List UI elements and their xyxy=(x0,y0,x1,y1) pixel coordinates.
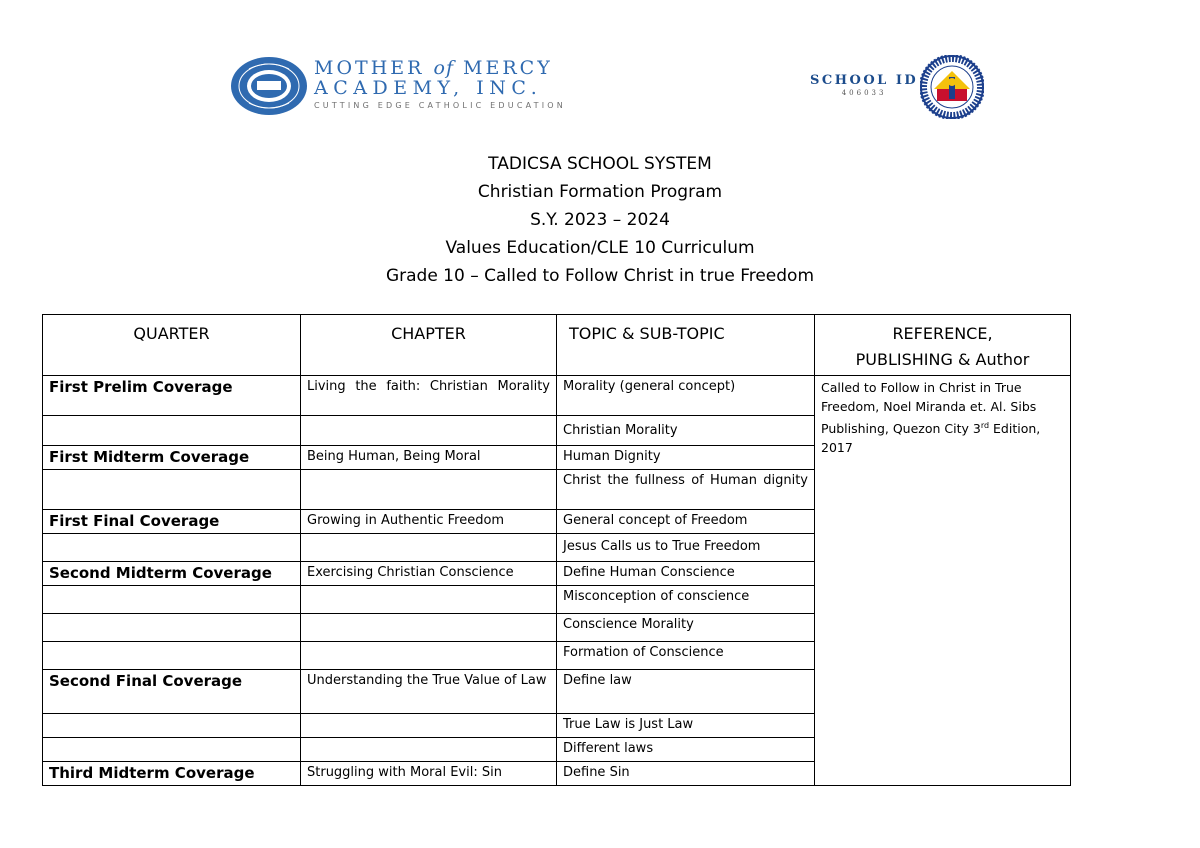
topic-cell: Christ the fullness of Human dignity xyxy=(557,470,815,510)
topic-cell: Morality (general concept) xyxy=(557,376,815,416)
topic-cell: Misconception of conscience xyxy=(557,586,815,614)
topic-cell: Formation of Conscience xyxy=(557,642,815,670)
chapter-cell xyxy=(301,714,557,738)
quarter-cell xyxy=(43,470,301,510)
reference-cell: Called to Follow in Christ in True Freedom, Noel Miranda et. Al. Sibs Publishing, Quezon City 3rd Edition, 2017 xyxy=(815,376,1071,786)
topic-cell: Define Sin xyxy=(557,762,815,786)
heading-line-2: Christian Formation Program xyxy=(477,182,723,202)
chapter-cell xyxy=(301,470,557,510)
chapter-cell: Understanding the True Value of Law xyxy=(301,670,557,714)
heading-line-5: Grade 10 – Called to Follow Christ in true Freedom xyxy=(385,266,815,286)
org-wordmark xyxy=(314,58,566,110)
topic-cell: True Law is Just Law xyxy=(557,714,815,738)
quarter-cell xyxy=(43,534,301,562)
document-heading xyxy=(0,150,1200,290)
org-name-line1: MOTHER of MERCY xyxy=(314,57,553,79)
chapter-cell xyxy=(301,642,557,670)
quarter-cell xyxy=(43,416,301,446)
header-topic: TOPIC & SUB-TOPIC xyxy=(557,315,815,376)
table-row xyxy=(43,376,1071,416)
school-id xyxy=(810,73,918,97)
header-reference-line2: PUBLISHING & Author xyxy=(855,350,1030,369)
chapter-cell: Living the faith: Christian Morality xyxy=(301,376,557,416)
school-id-number: 406033 xyxy=(841,89,887,97)
quarter-cell: Second Midterm Coverage xyxy=(43,562,301,586)
heading-line-1: TADICSA SCHOOL SYSTEM xyxy=(488,154,712,174)
org-name-line2: ACADEMY, INC. xyxy=(314,77,543,99)
chapter-cell xyxy=(301,586,557,614)
topic-cell: Human Dignity xyxy=(557,446,815,470)
quarter-cell: First Final Coverage xyxy=(43,510,301,534)
table-header-row xyxy=(43,315,1071,376)
topic-cell: Different laws xyxy=(557,738,815,762)
quarter-cell: First Prelim Coverage xyxy=(43,376,301,416)
chapter-cell: Being Human, Being Moral xyxy=(301,446,557,470)
quarter-cell: Third Midterm Coverage xyxy=(43,762,301,786)
org-tagline: CUTTING EDGE CATHOLIC EDUCATION xyxy=(314,101,566,110)
header-reference xyxy=(815,315,1071,376)
quarter-cell: Second Final Coverage xyxy=(43,670,301,714)
chapter-cell xyxy=(301,738,557,762)
deped-seal-logo xyxy=(920,55,984,119)
quarter-cell xyxy=(43,738,301,762)
topic-cell: Christian Morality xyxy=(557,416,815,446)
chapter-cell xyxy=(301,614,557,642)
quarter-cell: First Midterm Coverage xyxy=(43,446,301,470)
topic-cell: Define law xyxy=(557,670,815,714)
heading-line-4: Values Education/CLE 10 Curriculum xyxy=(445,238,755,258)
chapter-cell: Growing in Authentic Freedom xyxy=(301,510,557,534)
quarter-cell xyxy=(43,614,301,642)
chapter-cell xyxy=(301,534,557,562)
school-seal-logo xyxy=(229,55,309,117)
topic-cell: Conscience Morality xyxy=(557,614,815,642)
topic-cell: Define Human Conscience xyxy=(557,562,815,586)
chapter-cell: Struggling with Moral Evil: Sin xyxy=(301,762,557,786)
header-quarter: QUARTER xyxy=(43,315,301,376)
heading-line-3: S.Y. 2023 – 2024 xyxy=(530,210,670,230)
quarter-cell xyxy=(43,586,301,614)
curriculum-table xyxy=(42,314,1071,786)
header-chapter: CHAPTER xyxy=(301,315,557,376)
school-id-label: SCHOOL ID xyxy=(810,73,919,88)
topic-cell: Jesus Calls us to True Freedom xyxy=(557,534,815,562)
topic-cell: General concept of Freedom xyxy=(557,510,815,534)
quarter-cell xyxy=(43,714,301,738)
quarter-cell xyxy=(43,642,301,670)
chapter-cell xyxy=(301,416,557,446)
chapter-cell: Exercising Christian Conscience xyxy=(301,562,557,586)
header-reference-line1: REFERENCE, xyxy=(892,324,993,343)
